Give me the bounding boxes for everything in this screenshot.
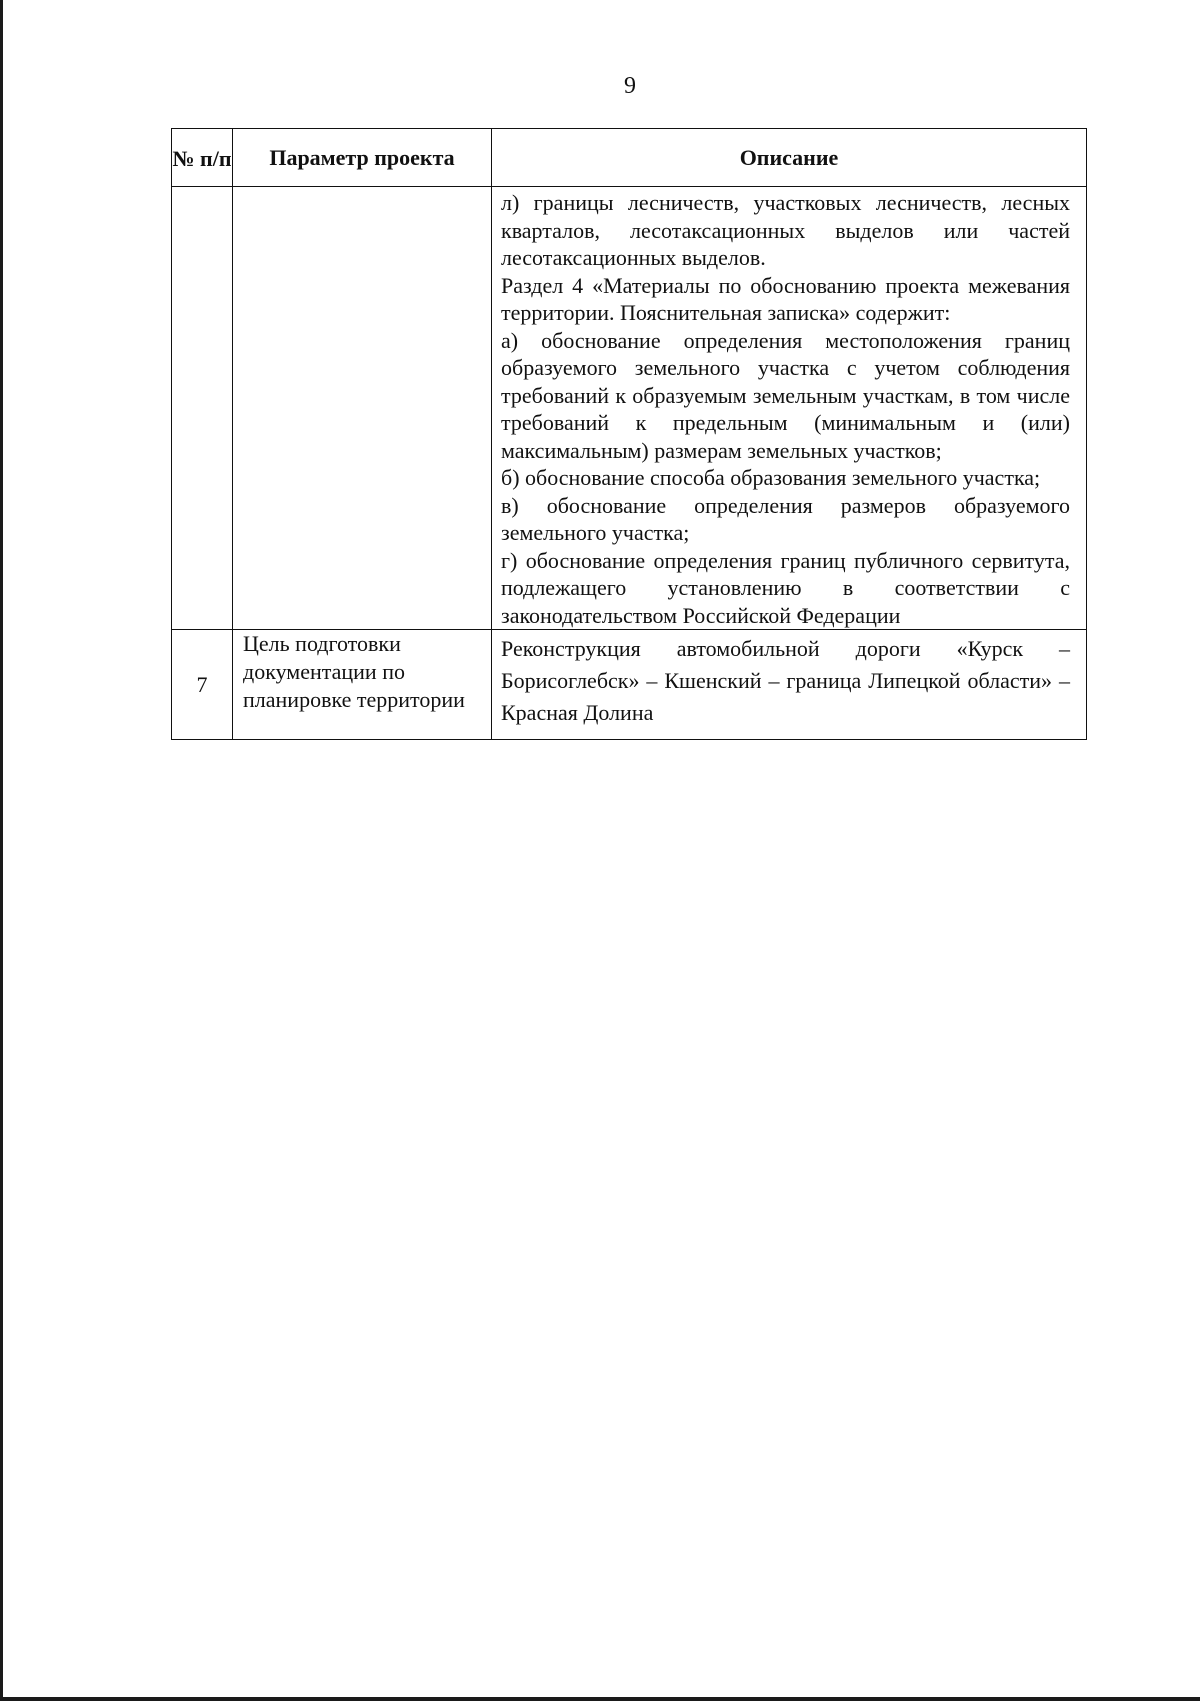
scan-edge-bottom: [0, 1697, 1200, 1701]
table-header-row: [172, 129, 1087, 187]
header-param: Параметр проекта: [233, 129, 492, 187]
desc-paragraph: Реконструкция автомобильной дороги «Курск – Борисоглебск» – Кшенский – граница Липецкой области» – Красная Долина: [501, 636, 1070, 725]
row-continuation-param: [233, 187, 492, 630]
desc-paragraph: б) обоснование способа образования земельного участка;: [501, 465, 1041, 490]
desc-paragraph: а) обоснование определения местоположения границ образуемого земельного участка с учетом соблюдения требований к образуемым земельным участкам, в том числе требований к предельным (минимальным и (или) максимальным) размерам земельных участков;: [501, 327, 1070, 463]
table-row: [172, 630, 1087, 740]
row-7-param: Цель подготовки документации по планировке территории: [233, 630, 492, 740]
desc-paragraph: Раздел 4 «Материалы по обоснованию проекта межевания территории. Пояснительная записка» содержит:: [501, 272, 1070, 325]
desc-paragraph: в) обоснование определения размеров образуемого земельного участка;: [501, 492, 1070, 545]
row-7-num: 7: [172, 630, 233, 740]
row-continuation-desc: [492, 187, 1087, 630]
desc-paragraph: г) обоснование определения границ публичного сервитута, подлежащего установлению в соответствии с законодательством Российской Федерации: [501, 547, 1070, 628]
header-desc: Описание: [492, 129, 1087, 187]
project-parameters-table: [171, 128, 1087, 740]
table-row: [172, 187, 1087, 630]
row-7-desc: [492, 630, 1087, 740]
page-number: 9: [624, 73, 636, 99]
scan-edge-left: [0, 0, 3, 1701]
row-continuation-num: [172, 187, 233, 630]
desc-paragraph: л) границы лесничеств, участковых лесничеств, лесных кварталов, лесотаксационных выделов или частей лесотаксационных выделов.: [501, 190, 1070, 270]
header-num: № п/п: [172, 129, 233, 187]
